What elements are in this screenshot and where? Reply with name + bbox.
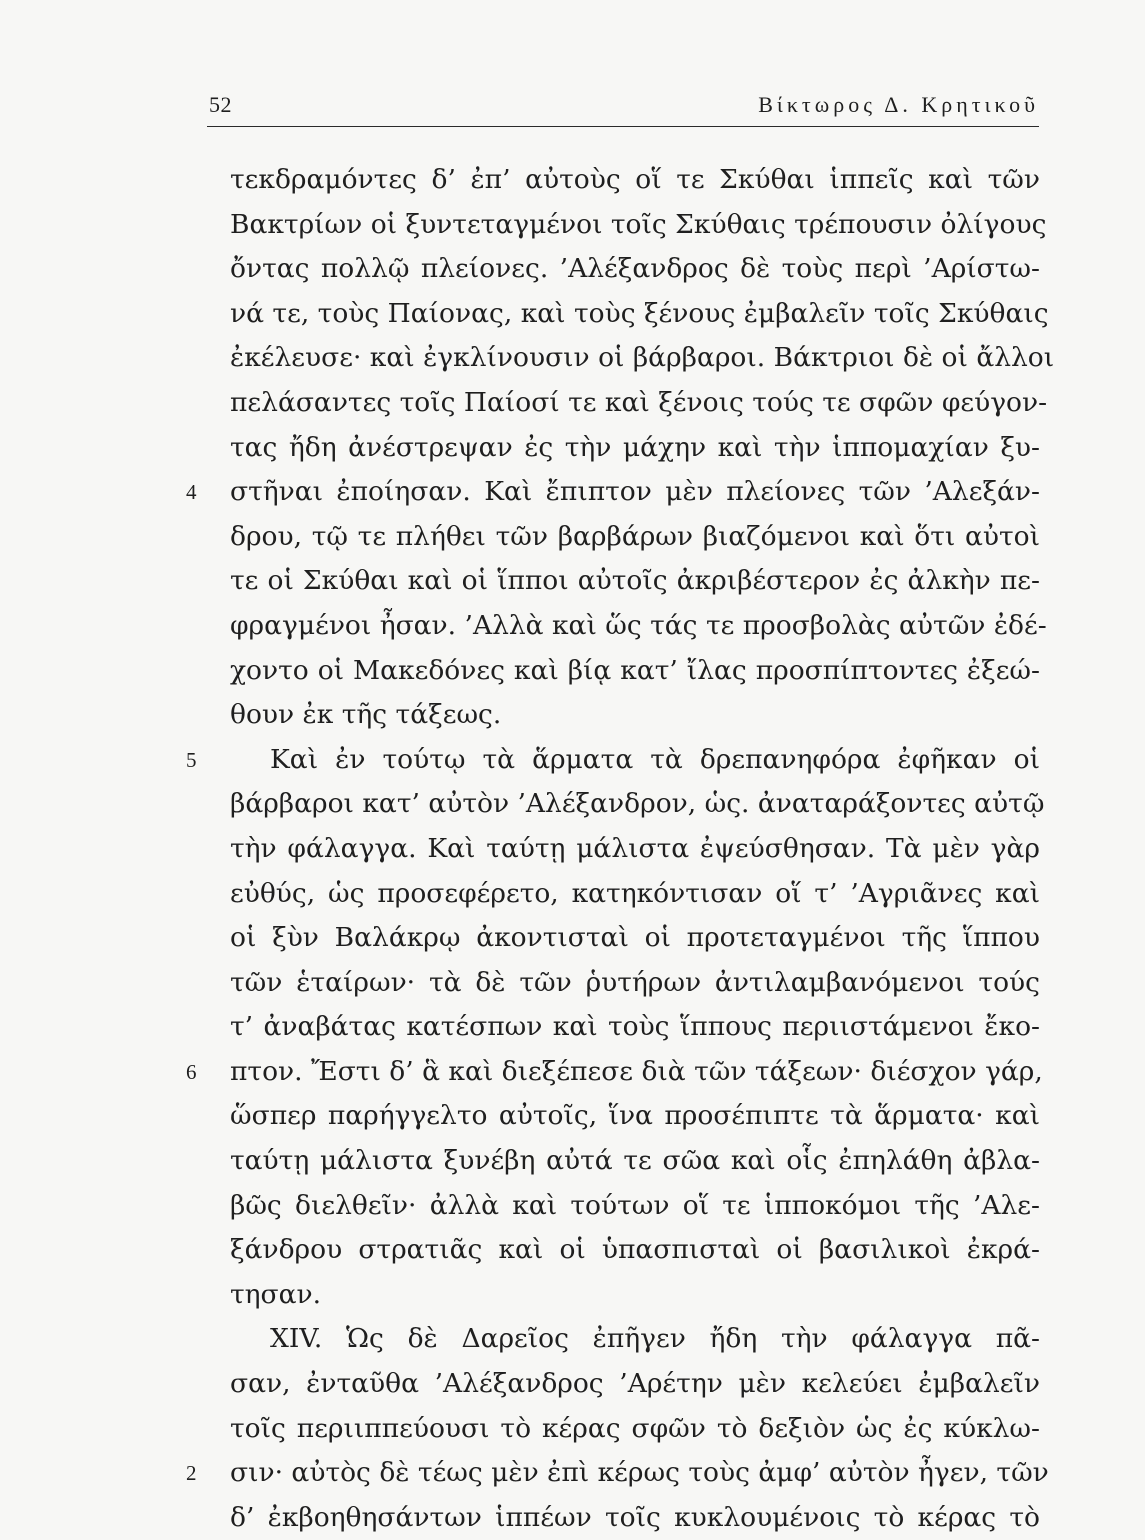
- line-text: σιν· αὐτὸς δὲ τέως μὲν ἐπὶ κέρως τοὺς ἀμφ’ αὐτὸν ἦγεν, τῶν: [230, 1457, 1049, 1489]
- text-line: [230, 1094, 1040, 1139]
- body-text: [186, 158, 1055, 1540]
- line-text: σαν, ἐνταῦθα ’Αλέξανδρος ’Αρέτην μὲν κελεύει ἐμβαλεῖν: [230, 1368, 1040, 1400]
- line-text: ταύτῃ μάλιστα ξυνέβη αὐτά τε σῶα καὶ οἷς ἐπηλάθη ἀβλα-: [230, 1145, 1040, 1177]
- line-text: τ’ ἀναβάτας κατέσπων καὶ τοὺς ἵππους περιιστάμενοι ἔκο-: [230, 1011, 1040, 1043]
- line-text: οἱ ξὺν Βαλάκρῳ ἀκοντισταὶ οἱ προτεταγμένοι τῆς ἵππου: [230, 922, 1040, 954]
- text-line: [230, 1273, 1040, 1318]
- page-number: 52: [209, 92, 232, 117]
- running-head: Βίκτωρος Δ. Κρητικοῦ: [758, 92, 1039, 117]
- line-text: στῆναι ἐποίησαν. Καὶ ἔπιπτον μὲν πλείονες τῶν ’Αλεξάν-: [230, 476, 1040, 508]
- line-text: ξάνδρου στρατιᾶς καὶ οἱ ὑπασπισταὶ οἱ βασιλικοὶ ἐκρά-: [230, 1234, 1040, 1266]
- text-line: [230, 649, 1040, 694]
- text-line: [186, 1451, 1049, 1496]
- line-text: τοῖς περιιππεύουσι τὸ κέρας σφῶν τὸ δεξιὸν ὡς ἐς κύκλω-: [230, 1412, 1040, 1444]
- text-line: [230, 1005, 1040, 1050]
- line-text: νά τε, τοὺς Παίονας, καὶ τοὺς ξένους ἐμβαλεῖν τοῖς Σκύθαις: [230, 297, 1049, 329]
- text-line: [230, 381, 1048, 426]
- text-line: [230, 1496, 1040, 1540]
- line-text: δ’ ἐκβοηθησάντων ἱππέων τοῖς κυκλουμένοις τὸ κέρας τὸ: [230, 1501, 1040, 1533]
- line-text: βῶς διελθεῖν· ἀλλὰ καὶ τούτων οἵ τε ἱπποκόμοι τῆς ’Αλε-: [230, 1189, 1040, 1221]
- line-text: φραγμένοι ἦσαν. ’Αλλὰ καὶ ὥς τάς τε προσβολὰς αὐτῶν ἐδέ-: [230, 609, 1047, 641]
- line-text: τε οἱ Σκύθαι καὶ οἱ ἵπποι αὐτοῖς ἀκριβέστερον ἐς ἀλκὴν πε-: [230, 565, 1040, 597]
- text-line: [186, 1050, 1043, 1095]
- text-line: [230, 916, 1040, 961]
- line-text: θουν ἐκ τῆς τάξεως.: [230, 699, 502, 731]
- text-line: [230, 559, 1040, 604]
- line-text: βάρβαροι κατ’ αὐτὸν ’Αλέξανδρον, ὡς. ἀναταράξοντες αὐτῷ: [230, 788, 1045, 820]
- text-line: [230, 872, 1040, 917]
- margin-section-number: 4: [186, 480, 197, 505]
- line-text: ὄντας πολλῷ πλείονες. ’Αλέξανδρος δὲ τοὺς περὶ ’Αρίστω-: [230, 253, 1040, 285]
- text-line: [186, 470, 1040, 515]
- line-text: πελάσαντες τοῖς Παίοσί τε καὶ ξένοις τούς τε σφῶν φεύγον-: [230, 386, 1048, 418]
- text-line: [230, 336, 1055, 381]
- text-line: [230, 1407, 1040, 1452]
- margin-section-number: 5: [186, 747, 197, 772]
- text-line: [230, 1317, 1040, 1362]
- text-line: [230, 426, 1040, 471]
- line-text: τησαν.: [230, 1278, 322, 1310]
- page-header: [207, 92, 1039, 124]
- line-text: τεκδραμόντες δ’ ἐπ’ αὐτοὺς οἵ τε Σκύθαι ἱππεῖς καὶ τῶν: [230, 164, 1040, 195]
- text-line: [230, 961, 1040, 1006]
- text-line: [230, 1362, 1040, 1407]
- text-line: [230, 1228, 1040, 1273]
- line-text: τὴν φάλαγγα. Καὶ ταύτῃ μάλιστα ἐψεύσθησαν. Τὰ μὲν γὰρ: [230, 832, 1040, 864]
- line-text: ἐκέλευσε· καὶ ἐγκλίνουσιν οἱ βάρβαροι. Βάκτριοι δὲ οἱ ἄλλοι: [230, 342, 1055, 374]
- line-text: XIV. Ὡς δὲ Δαρεῖος ἐπῆγεν ἤδη τὴν φάλαγγα πᾶ-: [270, 1323, 1040, 1355]
- line-text: εὐθύς, ὡς προσεφέρετο, κατηκόντισαν οἵ τ’ ’Αγριᾶνες καὶ: [230, 877, 1040, 909]
- header-rule: [207, 126, 1039, 127]
- text-line: [230, 515, 1040, 560]
- text-line: [230, 827, 1040, 872]
- line-text: τας ἤδη ἀνέστρεψαν ἐς τὴν μάχην καὶ τὴν ἱππομαχίαν ξυ-: [230, 431, 1040, 463]
- text-line: [230, 292, 1049, 337]
- margin-section-number: 6: [186, 1059, 197, 1084]
- text-line: [230, 693, 1040, 738]
- text-line: [230, 158, 1040, 203]
- text-line: [186, 738, 1040, 783]
- margin-section-number: 2: [186, 1461, 197, 1486]
- text-line: [230, 203, 1047, 248]
- text-line: [230, 1139, 1040, 1184]
- line-text: χοντο οἱ Μακεδόνες καὶ βίᾳ κατ’ ἴλας προσπίπτοντες ἐξεώ-: [230, 654, 1040, 686]
- text-line: [230, 1184, 1040, 1229]
- text-line: [230, 604, 1047, 649]
- line-text: ὥσπερ παρήγγελτο αὐτοῖς, ἵνα προσέπιπτε τὰ ἅρματα· καὶ: [230, 1100, 1040, 1132]
- line-text: Καὶ ἐν τούτῳ τὰ ἅρματα τὰ δρεπανηφόρα ἐφῆκαν οἱ: [270, 743, 1040, 775]
- line-text: πτον. Ἔστι δ’ ἃ καὶ διεξέπεσε διὰ τῶν τάξεων· διέσχον γάρ,: [230, 1055, 1043, 1087]
- line-text: Βακτρίων οἱ ξυντεταγμένοι τοῖς Σκύθαις τρέπουσιν ὀλίγους: [230, 208, 1047, 240]
- text-line: [230, 782, 1045, 827]
- line-text: τῶν ἑταίρων· τὰ δὲ τῶν ῥυτήρων ἀντιλαμβανόμενοι τούς: [230, 966, 1040, 998]
- line-text: δρου, τῷ τε πλήθει τῶν βαρβάρων βιαζόμενοι καὶ ὅτι αὐτοὶ: [230, 520, 1040, 552]
- text-line: [230, 247, 1040, 292]
